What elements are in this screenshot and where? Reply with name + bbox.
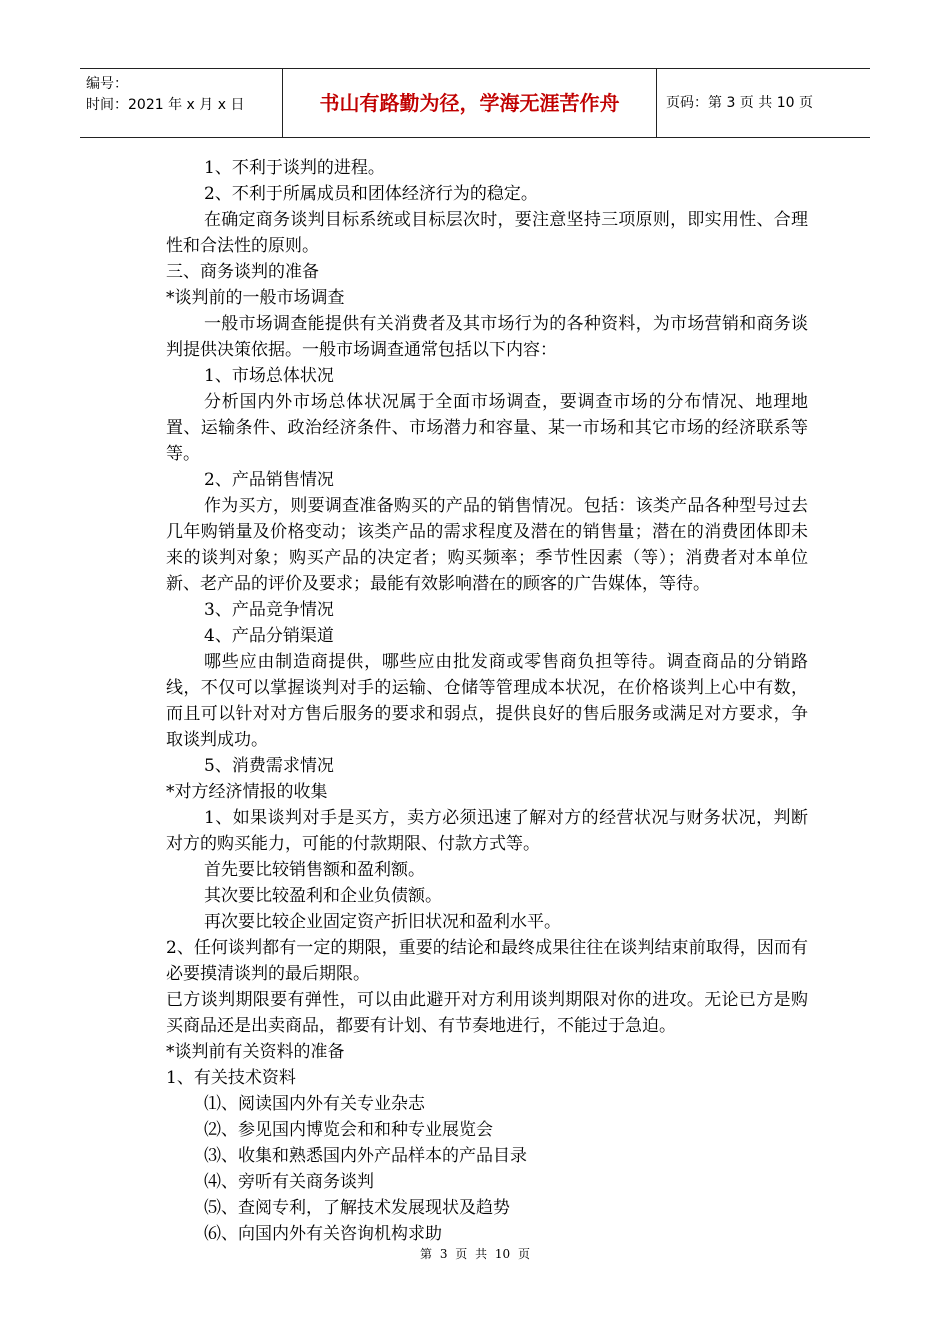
subsection-heading: *对方经济情报的收集 [166,782,328,802]
paragraph: 哪些应由制造商提供，哪些应由批发商或零售商负担等待。调查商品的分销路线，不仅可以掌握谈判对手的运输、仓储等管理成本状况，在价格谈判上心中有数，而且可以针对对方售后服务的要求和弱点，提供良好的售后服务或满足对方要求，争取谈判成功。 [166,652,808,750]
list-heading: 5、消费需求情况 [204,756,334,776]
document-number-label: 编号： [86,76,128,92]
list-item: ⑶、收集和熟悉国内外产品样本的产品目录 [204,1146,527,1166]
list-heading: 1、市场总体状况 [204,366,334,386]
paragraph: 一般市场调查能提供有关消费者及其市场行为的各种资料，为市场营销和商务谈判提供决策依据。一般市场调查通常包括以下内容： [166,314,808,360]
paragraph: 1、不利于谈判的进程。 [204,158,385,178]
paragraph: 2、不利于所属成员和团体经济行为的稳定。 [204,184,538,204]
list-item: ⑹、向国内外有关咨询机构求助 [204,1224,442,1244]
header-motto: 书山有路勤为径，学海无涯苦作舟 [319,91,620,115]
list-item: ⑵、参见国内博览会和和种专业展览会 [204,1120,493,1140]
paragraph: 2、任何谈判都有一定的期限，重要的结论和最终成果往往在谈判结束前取得，因而有必要摸清谈判的最后期限。 [166,938,808,984]
page-header [80,68,870,138]
subsection-heading: *谈判前的一般市场调查 [166,288,345,308]
header-page-label: 页码：第 3 页 共 10 页 [666,95,813,111]
header-meta [86,73,282,133]
paragraph: 再次要比较企业固定资产折旧状况和盈利水平。 [204,912,561,932]
list-item: ⑸、查阅专利，了解技术发展现状及趋势 [204,1198,510,1218]
paragraph: 1、如果谈判对手是买方，卖方必须迅速了解对方的经营状况与财务状况，判断对方的购买能力，可能的付款期限、付款方式等。 [166,808,808,854]
subsection-heading: *谈判前有关资料的准备 [166,1042,345,1062]
page-footer: 第 3 页 共 10 页 [420,1247,530,1261]
list-heading: 3、产品竞争情况 [204,600,334,620]
paragraph: 其次要比较盈利和企业负债额。 [204,886,442,906]
document-body [166,155,808,1247]
document-time-label: 时间：2021 年 x 月 x 日 [86,97,245,113]
header-divider [656,69,657,137]
list-heading: 4、产品分销渠道 [204,626,334,646]
section-heading: 三、商务谈判的准备 [166,262,319,282]
list-heading: 2、产品销售情况 [204,470,334,490]
paragraph: 在确定商务谈判目标系统或目标层次时，要注意坚持三项原则，即实用性、合理性和合法性的原则。 [166,210,808,256]
paragraph: 已方谈判期限要有弹性，可以由此避开对方利用谈判期限对你的进攻。无论已方是购买商品还是出卖商品，都要有计划、有节奏地进行，不能过于急迫。 [166,990,808,1036]
paragraph: 作为买方，则要调查准备购买的产品的销售情况。包括：该类产品各种型号过去几年购销量及价格变动；该类产品的需求程度及潜在的销售量；潜在的消费团体即未来的谈判对象；购买产品的决定者；购买频率；季节性因素（等）；消费者对本单位新、老产品的评价及要求；最能有效影响潜在的顾客的广告媒体，等待。 [166,496,808,594]
list-item: ⑷、旁听有关商务谈判 [204,1172,374,1192]
paragraph: 分析国内外市场总体状况属于全面市场调查，要调查市场的分布情况、地理地置、运输条件、政治经济条件、市场潜力和容量、某一市场和其它市场的经济联系等等。 [166,392,808,464]
list-heading: 1、有关技术资料 [166,1068,296,1088]
paragraph: 首先要比较销售额和盈利额。 [204,860,425,880]
list-item: ⑴、阅读国内外有关专业杂志 [204,1094,425,1114]
